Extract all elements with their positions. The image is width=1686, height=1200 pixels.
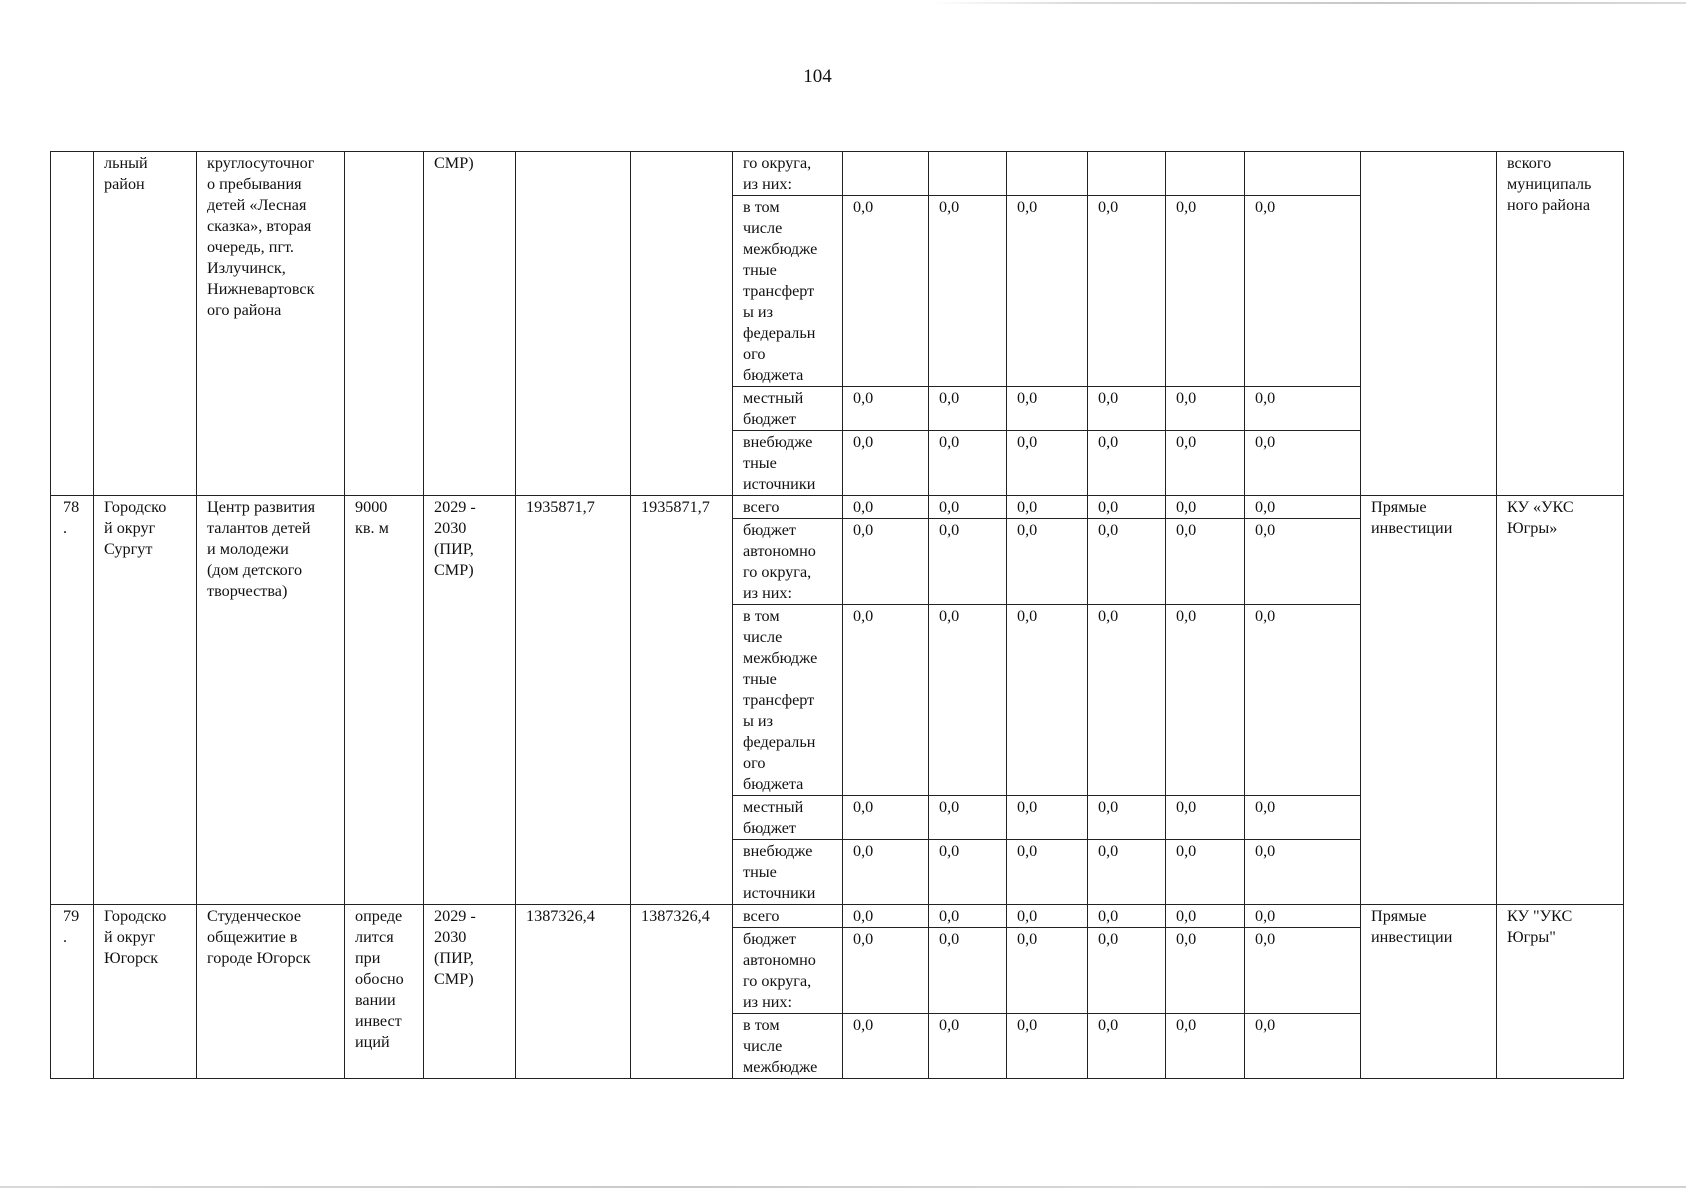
cell-object-name: Студенческое общежитие в городе Югорск — [197, 905, 345, 1079]
cell-amount: 0,0 — [929, 431, 1007, 496]
cell-amount: 0,0 — [929, 1014, 1007, 1079]
cell-number: 79 . — [51, 905, 94, 1079]
cell-amount: 0,0 — [1166, 796, 1245, 840]
r79-row-0 — [51, 905, 1624, 928]
cell-object-name: Центр развития талантов детей и молодежи (дом детского творчества) — [197, 496, 345, 905]
cell-funding-source: в том числе межбюдже — [733, 1014, 843, 1079]
cell-amount: 0,0 — [843, 928, 929, 1014]
cell-amount: 0,0 — [929, 796, 1007, 840]
cell-number: 78 . — [51, 496, 94, 905]
cell-amount: 0,0 — [1166, 496, 1245, 519]
cell-amount: 0,0 — [1007, 1014, 1088, 1079]
cell-amount: 0,0 — [1007, 519, 1088, 605]
cell-object-name: круглосуточног о пребывания детей «Лесная сказка», вторая очередь, пгт. Излучинск, Нижневартовск ого района — [197, 152, 345, 496]
scan-edge-top — [930, 2, 1686, 4]
cell-amount: 0,0 — [1088, 928, 1166, 1014]
cell-funding-source: всего — [733, 905, 843, 928]
cell-amount: 0,0 — [1007, 796, 1088, 840]
cell-amount: 0,0 — [1088, 387, 1166, 431]
cell-amount: 0,0 — [1007, 905, 1088, 928]
cell-amount: 0,0 — [1245, 905, 1361, 928]
cell-remaining: 1935871,7 — [631, 496, 733, 905]
cell-amount: 0,0 — [1245, 605, 1361, 796]
cell-mechanism: Прямые инвестиции — [1361, 905, 1497, 1079]
cell-amount: 0,0 — [843, 905, 929, 928]
cell-amount — [1007, 152, 1088, 196]
cell-amount: 0,0 — [929, 496, 1007, 519]
cell-amount: 0,0 — [1166, 431, 1245, 496]
cell-amount — [929, 152, 1007, 196]
cell-capacity: опреде лится при обосно вании инвест иций — [345, 905, 424, 1079]
cell-amount: 0,0 — [1245, 387, 1361, 431]
cell-municipality: Городско й округ Югорск — [94, 905, 197, 1079]
cell-amount: 0,0 — [1007, 840, 1088, 905]
cell-funding-source: внебюдже тные источники — [733, 431, 843, 496]
cell-amount: 0,0 — [1166, 840, 1245, 905]
cell-amount: 0,0 — [1166, 1014, 1245, 1079]
cell-amount: 0,0 — [929, 905, 1007, 928]
cell-period: 2029 - 2030 (ПИР, СМР) — [424, 905, 516, 1079]
cell-customer: вского муниципаль ного района — [1497, 152, 1624, 496]
cell-funding-source: всего — [733, 496, 843, 519]
cell-amount: 0,0 — [929, 605, 1007, 796]
cell-amount: 0,0 — [1245, 796, 1361, 840]
cell-funding-source: бюджет автономно го округа, из них: — [733, 928, 843, 1014]
cell-amount: 0,0 — [929, 840, 1007, 905]
cell-amount: 0,0 — [1088, 796, 1166, 840]
cell-municipality: Городско й округ Сургут — [94, 496, 197, 905]
cell-amount: 0,0 — [1007, 928, 1088, 1014]
cell-amount: 0,0 — [1007, 196, 1088, 387]
cell-capacity: 9000 кв. м — [345, 496, 424, 905]
cell-amount: 0,0 — [1166, 905, 1245, 928]
cell-funding-source: местный бюджет — [733, 387, 843, 431]
cell-amount: 0,0 — [929, 519, 1007, 605]
cell-amount: 0,0 — [843, 196, 929, 387]
cell-amount: 0,0 — [1088, 519, 1166, 605]
cell-amount: 0,0 — [1088, 196, 1166, 387]
cell-amount — [843, 152, 929, 196]
cell-amount: 0,0 — [1245, 840, 1361, 905]
cell-amount: 0,0 — [929, 928, 1007, 1014]
cell-funding-source: внебюдже тные источники — [733, 840, 843, 905]
page-number: 104 — [803, 66, 832, 87]
cell-number — [51, 152, 94, 496]
cell-amount: 0,0 — [1166, 519, 1245, 605]
cell-amount: 0,0 — [1088, 431, 1166, 496]
cell-amount — [1245, 152, 1361, 196]
cell-funding-source: го округа, из них: — [733, 152, 843, 196]
cell-amount: 0,0 — [1245, 928, 1361, 1014]
cell-amount: 0,0 — [1088, 605, 1166, 796]
cell-amount: 0,0 — [1088, 496, 1166, 519]
cell-amount: 0,0 — [1166, 605, 1245, 796]
scan-edge-bottom — [0, 1186, 1686, 1188]
cell-amount: 0,0 — [1007, 605, 1088, 796]
cell-amount: 0,0 — [843, 519, 929, 605]
cell-amount: 0,0 — [929, 196, 1007, 387]
cell-amount: 0,0 — [843, 1014, 929, 1079]
cell-funding-source: в том числе межбюдже тные трансферт ы из федеральн ого бюджета — [733, 605, 843, 796]
cell-amount: 0,0 — [1088, 905, 1166, 928]
cell-amount: 0,0 — [1245, 1014, 1361, 1079]
cell-amount: 0,0 — [1166, 387, 1245, 431]
cell-amount — [1166, 152, 1245, 196]
cell-remaining — [631, 152, 733, 496]
cell-municipality: льный район — [94, 152, 197, 496]
cell-amount: 0,0 — [1088, 840, 1166, 905]
cell-amount: 0,0 — [843, 605, 929, 796]
investment-table — [50, 151, 1624, 1079]
cell-period: СМР) — [424, 152, 516, 496]
cell-mechanism: Прямые инвестиции — [1361, 496, 1497, 905]
cell-funding-source: местный бюджет — [733, 796, 843, 840]
cell-funding-source: бюджет автономно го округа, из них: — [733, 519, 843, 605]
cont-row-0 — [51, 152, 1624, 196]
cell-amount: 0,0 — [1007, 496, 1088, 519]
cell-cost: 1935871,7 — [516, 496, 631, 905]
cell-mechanism — [1361, 152, 1497, 496]
cell-amount: 0,0 — [929, 387, 1007, 431]
cell-funding-source: в том числе межбюдже тные трансферт ы из федеральн ого бюджета — [733, 196, 843, 387]
cell-remaining: 1387326,4 — [631, 905, 733, 1079]
cell-amount: 0,0 — [843, 431, 929, 496]
cell-cost — [516, 152, 631, 496]
cell-amount: 0,0 — [843, 840, 929, 905]
cell-amount: 0,0 — [1245, 196, 1361, 387]
cell-amount: 0,0 — [1166, 196, 1245, 387]
r78-row-0 — [51, 496, 1624, 519]
cell-amount: 0,0 — [1166, 928, 1245, 1014]
cell-amount: 0,0 — [843, 796, 929, 840]
cell-amount: 0,0 — [1007, 387, 1088, 431]
cell-amount: 0,0 — [1245, 519, 1361, 605]
cell-customer: КУ "УКС Югры" — [1497, 905, 1624, 1079]
cell-customer: КУ «УКС Югры» — [1497, 496, 1624, 905]
cell-period: 2029 - 2030 (ПИР, СМР) — [424, 496, 516, 905]
cell-amount: 0,0 — [1007, 431, 1088, 496]
cell-capacity — [345, 152, 424, 496]
cell-amount: 0,0 — [843, 387, 929, 431]
cell-amount: 0,0 — [1245, 431, 1361, 496]
cell-amount — [1088, 152, 1166, 196]
cell-amount: 0,0 — [1088, 1014, 1166, 1079]
cell-amount: 0,0 — [843, 496, 929, 519]
cell-amount: 0,0 — [1245, 496, 1361, 519]
cell-cost: 1387326,4 — [516, 905, 631, 1079]
